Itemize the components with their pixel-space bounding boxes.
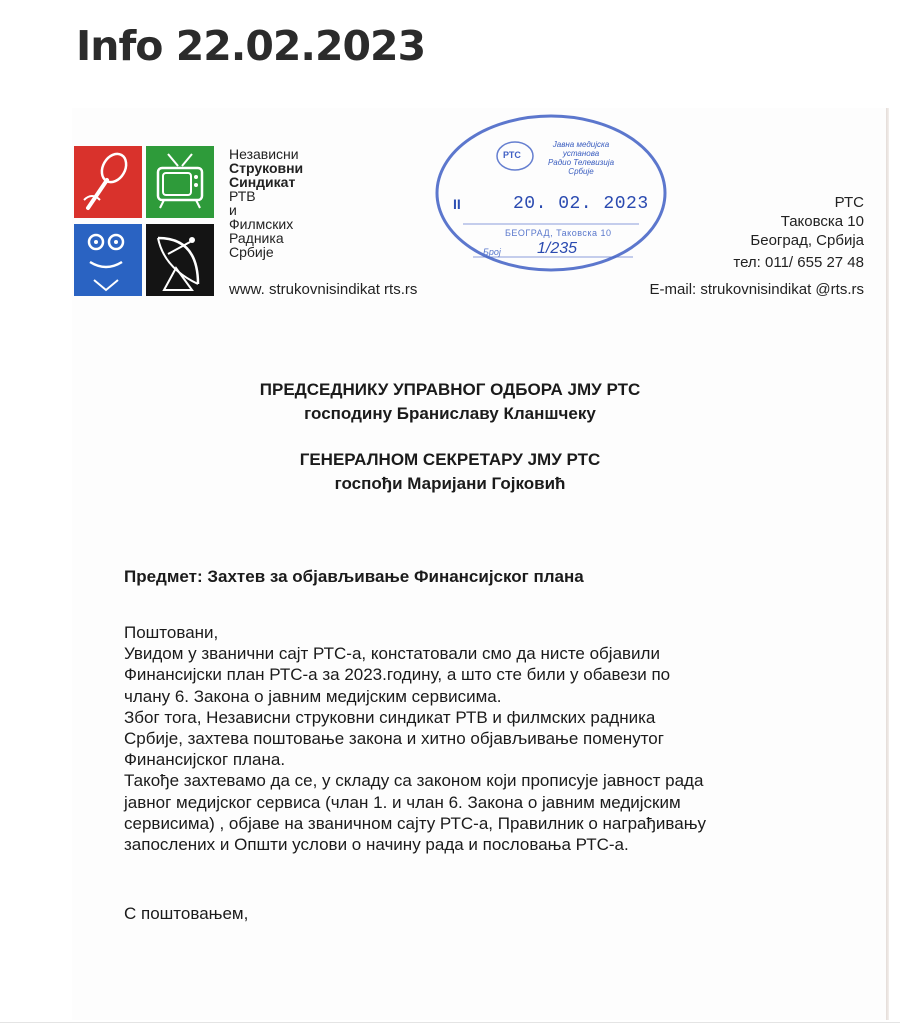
union-name-line: Независни [229, 146, 299, 162]
recipient-block [0, 448, 900, 496]
union-name-line: Струковни [229, 160, 304, 176]
body-line: јавног медијског сервиса (члан 1. и члан 6. Закона о јавним медијским [124, 792, 681, 812]
address-line: РТС [834, 194, 864, 211]
stamp-number-value: 1/235 [537, 240, 578, 257]
recipient-line: госпођи Маријани Гојковић [334, 474, 566, 493]
scan-edge [886, 108, 889, 1020]
union-name-line: Синдикат [229, 174, 296, 190]
stamp-org-line: Радио Телевизија [547, 158, 615, 167]
registry-stamp [433, 112, 669, 274]
phone-line: тел: 011/ 655 27 48 [733, 254, 864, 271]
union-website: www. strukovnisindikat rts.rs [229, 281, 418, 298]
contact-email: E-mail: strukovnisindikat @rts.rs [649, 281, 864, 298]
body-line: сервисима) , објаве на званичном сајту РТС-а, Правилник о награђивању [124, 813, 707, 833]
stamp-number-label: Број [483, 247, 501, 257]
union-name-line: РТВ [229, 188, 256, 204]
address-line: Таковска 10 [780, 213, 864, 230]
television-icon [146, 146, 214, 218]
letter-body [124, 622, 824, 855]
body-line: Такође захтевамо да се, у складу са законом који прописује јавност рада [124, 771, 704, 791]
letter-subject: Предмет: Захтев за објављивање Финансијског плана [124, 567, 584, 586]
stamp-date: 20. 02. 2023 [513, 194, 649, 214]
body-line: Србије, захтева поштовање закона и хитно објављивање поменутог [124, 729, 664, 749]
stamp-logo: РТС [503, 150, 521, 160]
union-name-line: и [229, 202, 237, 218]
satellite-dish-icon [146, 224, 214, 296]
body-line: запослених и Општи услови о начину рада и пословања РТС-а. [124, 835, 629, 855]
body-line: Поштовани, [124, 623, 219, 642]
union-name-line: Филмских [229, 216, 294, 232]
recipient-line: господину Браниславу Кланшчеку [304, 404, 596, 423]
address-line: Београд, Србија [750, 232, 864, 249]
stamp-mark: II [453, 196, 461, 212]
stamp-org-line: Србије [568, 167, 594, 176]
stamp-organization [531, 140, 631, 176]
microphone-icon [74, 146, 142, 218]
body-line: члану 6. Закона о јавним медијским сервисима. [124, 686, 502, 706]
face-icon [74, 224, 142, 296]
body-line: Финансијског плана. [124, 750, 286, 770]
body-line: Финансијски план РТС-а за 2023.годину, а што сте били у обавези по [124, 665, 671, 685]
union-name-line: Радника [229, 230, 284, 246]
stamp-org-line: Јавна медијска [552, 140, 610, 149]
stamp-org-line: установа [562, 149, 600, 158]
recipient-line: ГЕНЕРАЛНОМ СЕКРЕТАРУ ЈМУ РТС [299, 450, 601, 469]
union-name [229, 147, 303, 259]
page-title: Info 22.02.2023 [76, 22, 426, 70]
body-line: Увидом у званични сајт РТС-а, констатовали смо да нисте објавили [124, 644, 660, 664]
union-name-line: Србије [229, 244, 274, 260]
page-divider [0, 1022, 900, 1023]
body-line: Због тога, Независни струковни синдикат РТВ и филмских радника [124, 707, 656, 727]
recipient-block [0, 378, 900, 426]
stamp-address: БЕОГРАД, Таковска 10 [505, 228, 612, 238]
recipient-line: ПРЕДСЕДНИКУ УПРАВНОГ ОДБОРА ЈМУ РТС [259, 380, 641, 399]
letter-closing: С поштовањем, [124, 904, 249, 923]
contact-address [733, 193, 864, 272]
